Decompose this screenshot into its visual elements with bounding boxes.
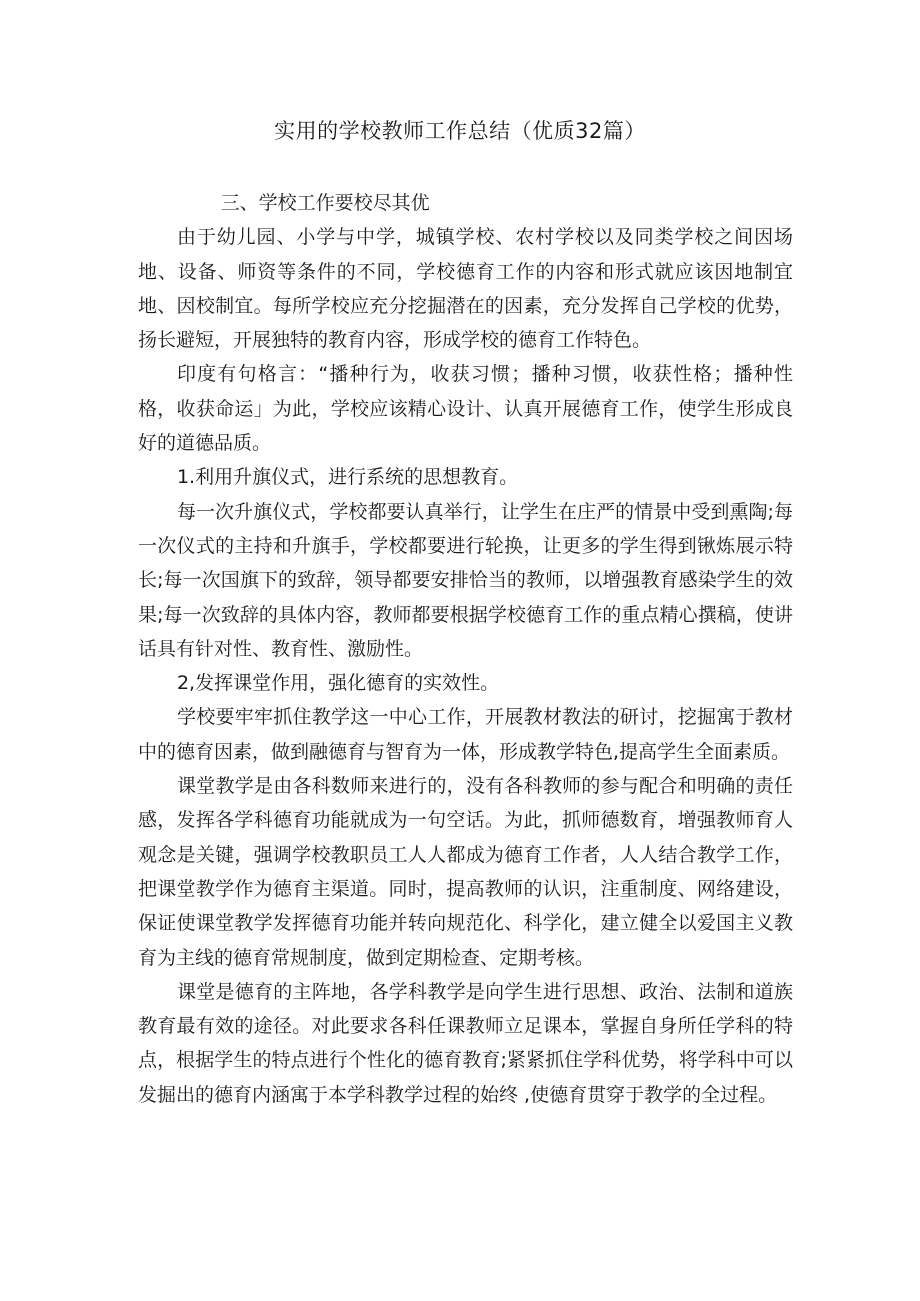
paragraph: 由于幼儿园、小学与中学，城镇学校、农村学校以及同类学校之间因场地、设备、师资等条件的不同，学校德育工作的内容和形式就应该因地制宜地、因校制宜。每所学校应充分挖掘潜在的因素，充分发挥自己学校的优势，扬长避短，开展独特的教育内容，形成学校的德育工作特色。 bbox=[138, 226, 793, 352]
subheading: 2,发挥课堂作用，强化德育的实效性。 bbox=[176, 672, 500, 695]
paragraph: 学校要牢牢抓住教学这一中心工作，开展教材教法的研讨，挖掘寓于教材中的德育因素，做到融德育与智育为一体，形成教学特色,提高学生全面素质。 bbox=[138, 706, 793, 763]
section-heading: 三、学校工作要校尽其优 bbox=[220, 192, 430, 214]
paragraph: 每一次升旗仪式，学校都要认真举行，让学生在庄严的情景中受到熏陶;每一次仪式的主持和升旗手，学校都要进行轮换，让更多的学生得到锹炼展示特长;每一次国旗下的致辞，领导都要安排恰当的教师，以增强教育感染学生的效果;每一次致辞的具体内容，教师都要根据学校德育工作的重点精心撰稿，使讲话具有针对性、教育性、激励性。 bbox=[138, 500, 793, 660]
paragraph: 课堂是德育的主阵地，各学科教学是向学生进行思想、政治、法制和道族教育最有效的途径。对此要求各科任课教师立足课本，掌握自身所任学科的特点，根据学生的特点进行个性化的德育教育;紧紧抓住学科优势，将学科中可以发掘出的德育内涵寓于本学科教学过程的始终 ,使德育贯穿于教学的全过程。 bbox=[138, 980, 793, 1106]
subheading: 1.利用升旗仪式，进行系统的思想教育。 bbox=[176, 466, 519, 489]
document-body bbox=[138, 186, 793, 1112]
paragraph: 印度有句格言：“播种行为，收获习惯；播种习惯，收获性格；播种性格，收获命运」为此，学校应该精心设计、认真开展德育工作，使学生形成良好的道德品质。 bbox=[138, 363, 793, 455]
document-title: 实用的学校教师工作总结（优质32篇） bbox=[274, 119, 646, 143]
paragraph: 课堂教学是由各科数师来进行的，没有各科教师的参与配合和明确的责任感，发挥各学科德育功能就成为一句空话。为此，抓师德数育，增强教师育人观念是关键，强调学校教职员工人人都成为德育工作者，人人结合教学工作，把课堂教学作为德育主渠道。同时，提高教师的认识，注重制度、网络建设，保证使课堂教学发挥德育功能并转向规范化、科学化，建立健全以爱国主义教育为主线的德育常规制度，做到定期检查、定期考核。 bbox=[138, 775, 793, 969]
